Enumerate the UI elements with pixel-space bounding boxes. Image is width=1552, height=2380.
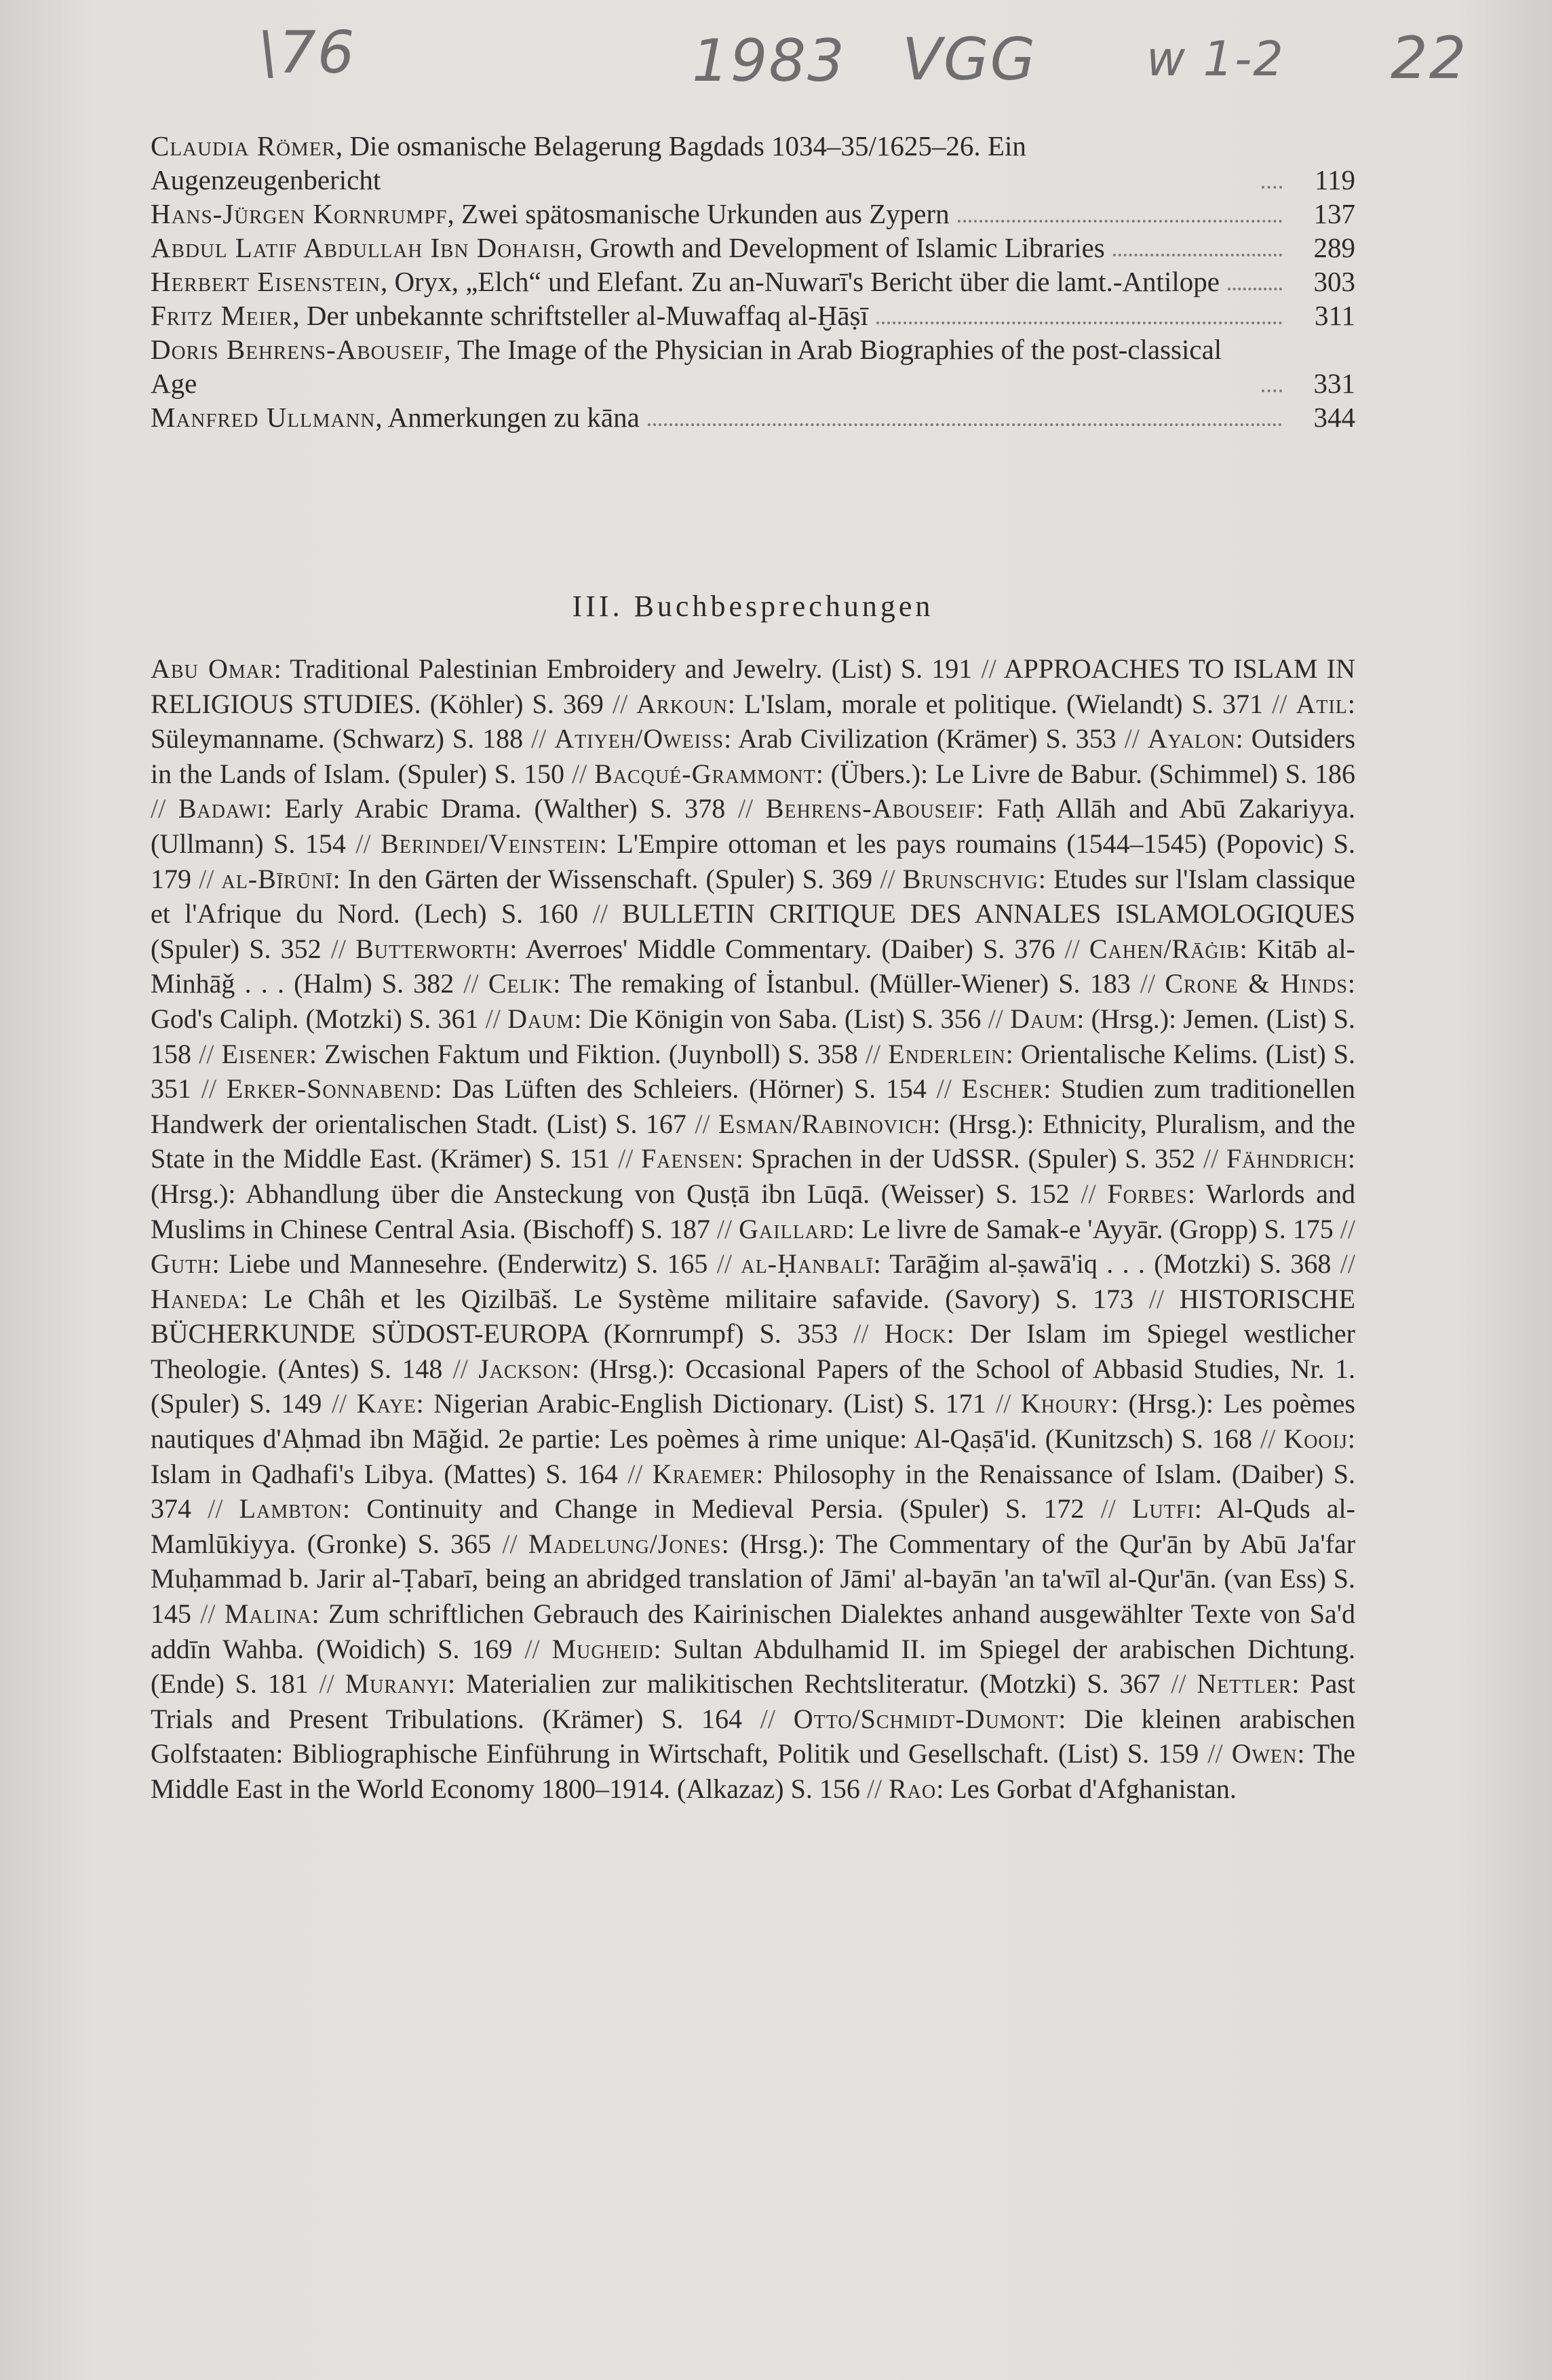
review-separator: // xyxy=(707,1248,741,1280)
toc-title: Die osmanische Belagerung Bagdads 1034–35/1625–26. Ein Augenzeugenbericht xyxy=(151,130,1026,195)
review-entry: Cahen/Rāġib: Kitāb al-Minhāǧ . . . (Halm) S. 382 xyxy=(151,933,1355,999)
review-author: Fähndrich xyxy=(1226,1143,1348,1174)
review-separator: // xyxy=(1116,723,1148,754)
handwritten-notes xyxy=(0,12,1552,100)
review-entry: al-Bīrūnī: In den Gärten der Wissenschaft. (Spuler) S. 369 xyxy=(221,863,873,894)
review-author: Forbes xyxy=(1107,1178,1188,1209)
handwritten-note: 22 xyxy=(1391,24,1468,92)
review-entry: Brunschvig: Etudes sur l'Islam classique et l'Afrique du Nord. (Lech) S. 160 xyxy=(151,863,1356,929)
review-author: Daum xyxy=(1010,1003,1077,1034)
toc-author: Herbert Eisenstein xyxy=(151,266,381,297)
review-author: Malina xyxy=(224,1598,312,1630)
toc-page-number: 289 xyxy=(1313,232,1355,263)
review-title: Kitāb al-Minhāǧ . . . (Halm) S. 382 xyxy=(151,933,1355,999)
review-separator: // xyxy=(1331,1248,1355,1280)
review-author: Arkoun xyxy=(636,688,728,719)
review-author: Abu Omar xyxy=(151,653,274,684)
review-author: Behrens-Abouseif xyxy=(765,793,977,824)
review-entry: Otto/Schmidt-Dumont: Die kleinen arabischen Golfstaaten: Bibliographische Einführung in Wirtschaft, Politik und Gesellschaft. (List) S. 159 xyxy=(151,1703,1355,1769)
review-entry: Eisener: Zwischen Faktum und Fiktion. (Juynboll) S. 358 xyxy=(221,1038,858,1069)
review-author: Cahen/Rāġib xyxy=(1089,933,1240,964)
review-entry: Ayalon: Outsiders in the Lands of Islam. (Spuler) S. 150 xyxy=(151,723,1356,789)
review-separator: // xyxy=(345,828,381,859)
review-author: Lambton xyxy=(239,1493,343,1524)
review-title: Early Arabic Drama. (Walther) S. 378 xyxy=(284,793,726,824)
review-entry: Enderlein: Orientalische Kelims. (List) S. 351 xyxy=(151,1038,1355,1105)
review-author: Otto/Schmidt-Dumont xyxy=(793,1703,1059,1734)
review-entry: Celik: The remaking of İstanbul. (Müller-Wiener) S. 183 xyxy=(488,968,1131,999)
toc-title: Anmerkungen zu kāna xyxy=(387,402,640,433)
review-entry: Behrens-Abouseif: Fatḥ Allāh and Abū Zakariyya. (Ullmann) S. 154 xyxy=(151,793,1355,859)
review-entry: Fähndrich: (Hrsg.): Abhandlung über die Ansteckung von Qusṭā ibn Lūqā. (Weisser) S. 152 xyxy=(151,1143,1355,1209)
review-entry: Berindei/Veinstein: L'Empire ottoman et les pays roumains (1544–1545) (Popovic) S. 179 xyxy=(151,828,1355,894)
review-entry: Nettler: Past Trials and Present Tribulations. (Krämer) S. 164 xyxy=(151,1668,1356,1734)
review-title: Die Königin von Saba. (List) S. 356 xyxy=(588,1003,982,1034)
review-author: Kraemer xyxy=(652,1458,756,1489)
review-title: Materialien zur malikitischen Rechtsliteratur. (Motzki) S. 367 xyxy=(465,1668,1161,1700)
review-author: al-Bīrūnī xyxy=(221,863,333,894)
review-separator: // xyxy=(191,1598,225,1630)
review-separator: // xyxy=(926,1073,962,1105)
review-separator: // xyxy=(857,1038,889,1069)
leader-dots xyxy=(958,220,1282,223)
section-heading: III. Buchbesprechungen xyxy=(572,590,934,623)
toc-title: The Image of the Physician in Arab Biographies of the post-classical Age xyxy=(151,334,1222,399)
review-title: Tarāǧim al-ṣawā'iq . . . (Motzki) S. 368 xyxy=(889,1248,1332,1280)
review-separator: // xyxy=(1252,1423,1284,1455)
review-separator: // xyxy=(191,1493,239,1524)
review-entry: Khoury: (Hrsg.): Les poèmes nautiques d'Aḥmad ibn Māǧid. 2e partie: Les poèmes à rime unique: Al-Qaṣā'id. (Kunitzsch) S. 168 xyxy=(151,1388,1355,1455)
review-author: Brunschvig xyxy=(902,863,1039,894)
review-author: Kaye xyxy=(356,1388,416,1419)
review-author: Crone & Hinds xyxy=(1165,968,1348,999)
review-separator: // xyxy=(972,653,1004,684)
review-title: L'Empire ottoman et les pays roumains (1544–1545) (Popovic) S. 179 xyxy=(151,828,1355,894)
review-entry: Erker-Sonnabend: Das Lüften des Schleiers. (Hörner) S. 154 xyxy=(226,1073,927,1105)
review-entry: Guth: Liebe und Mannesehre. (Enderwitz) S. 165 xyxy=(151,1248,708,1280)
toc-title: Growth and Development of Islamic Libraries xyxy=(589,232,1105,263)
review-separator: // xyxy=(1069,1178,1108,1209)
review-separator: // xyxy=(1195,1143,1226,1174)
review-title: Fatḥ Allāh and Abū Zakariyya. (Ullmann) S. 154 xyxy=(151,793,1355,859)
review-title: Zwischen Faktum und Fiktion. (Juynboll) S. 358 xyxy=(324,1038,858,1069)
review-entry: Hock: Der Islam im Spiegel westlicher Theologie. (Antes) S. 148 xyxy=(151,1318,1355,1384)
review-entry: Rao: Les Gorbat d'Afghanistan. xyxy=(889,1773,1237,1804)
review-entry: Escher: Studien zum traditionellen Handwerk der orientalischen Stadt. (List) S. 167 xyxy=(151,1073,1355,1139)
review-separator: // xyxy=(454,968,488,999)
toc-title: Der unbekannte schriftsteller al-Muwaffaq al-Ḫāṣī xyxy=(306,300,868,331)
review-title: Averroes' Middle Commentary. (Daiber) S. 376 xyxy=(525,933,1055,964)
review-entry: Kooij: Islam in Qadhafi's Libya. (Mattes) S. 164 xyxy=(151,1423,1355,1489)
review-separator: // xyxy=(523,723,555,754)
review-title: Etudes sur l'Islam classique et l'Afrique du Nord. (Lech) S. 160 xyxy=(151,863,1356,929)
review-title: Sultan Abdulhamid II. im Spiegel der arabischen Dichtung. (Ende) S. 181 xyxy=(151,1633,1356,1700)
review-entry: Kraemer: Philosophy in the Renaissance of Islam. (Daiber) S. 374 xyxy=(151,1458,1355,1524)
review-entry: Crone & Hinds: God's Caliph. (Motzki) S. 361 xyxy=(151,968,1356,1034)
toc-entry: Abdul Latif Abdullah Ibn Dohaish, Growth and Development of Islamic Libraries 289 xyxy=(151,232,1355,263)
review-title: (Hrsg.): The Commentary of the Qur'ān by Abū Ja'far Muḥammad b. Jarir al-Ṭabarī, being an abridged translation of Jāmi' al-bayān 'an ta'wīl al-Qur'ān. (van Ess) S. 145 xyxy=(151,1528,1356,1630)
review-separator: // xyxy=(191,1073,227,1105)
toc-author: Doris Behrens-Abouseif xyxy=(151,334,444,365)
review-entry: al-Ḥanbalī: Tarāǧim al-ṣawā'iq . . . (Motzki) S. 368 xyxy=(741,1248,1332,1280)
review-title: Sprachen in der UdSSR. (Spuler) S. 352 xyxy=(751,1143,1196,1174)
leader-dots xyxy=(1262,186,1282,189)
review-separator: // xyxy=(1133,1283,1180,1314)
review-separator: // xyxy=(603,688,637,719)
review-separator: // xyxy=(151,793,178,824)
review-title: Das Lüften des Schleiers. (Hörner) S. 154 xyxy=(452,1073,927,1105)
leader-dots xyxy=(648,423,1282,426)
review-author: Daum xyxy=(507,1003,575,1034)
review-author: Butterworth xyxy=(355,933,510,964)
review-title: Past Trials and Present Tribulations. (Krämer) S. 164 xyxy=(151,1668,1356,1734)
review-author: Rao xyxy=(889,1773,937,1804)
review-title: BULLETIN CRITIQUE DES ANNALES ISLAMOLOGIQUES (Spuler) S. 352 xyxy=(151,898,1355,964)
review-title: Le Châh et les Qizilbāš. Le Système militaire safavide. (Savory) S. 173 xyxy=(263,1283,1133,1314)
review-author: Bacqué-Grammont xyxy=(594,758,816,789)
handwritten-note: w 1-2 xyxy=(1146,31,1285,87)
review-title: L'Islam, morale et politique. (Wielandt) S. 371 xyxy=(743,688,1264,719)
review-title: The remaking of İstanbul. (Müller-Wiener) S. 183 xyxy=(569,968,1131,999)
review-separator: // xyxy=(981,1003,1011,1034)
review-author: Muranyi xyxy=(345,1668,448,1700)
toc-page-number: 137 xyxy=(1313,198,1355,229)
review-entry: Madelung/Jones: (Hrsg.): The Commentary of the Qur'ān by Abū Ja'far Muḥammad b. Jarir al-Ṭabarī, being an abridged translation of Jāmi' al-bayān 'an ta'wīl al-Qur'ān. (van Ess) S. 145 xyxy=(151,1528,1356,1630)
review-author: Badawi xyxy=(178,793,265,824)
review-entry: Haneda: Le Châh et les Qizilbāš. Le Système militaire safavide. (Savory) S. 173 xyxy=(151,1283,1133,1314)
review-title: Islam in Qadhafi's Libya. (Mattes) S. 164 xyxy=(151,1458,618,1489)
review-author: Madelung/Jones xyxy=(528,1528,722,1559)
review-title: Der Islam im Spiegel westlicher Theologie. (Antes) S. 148 xyxy=(151,1318,1355,1384)
review-author: Owen xyxy=(1231,1738,1298,1769)
review-author: Esman/Rabinovich xyxy=(718,1108,933,1139)
review-entry: Jackson: (Hrsg.): Occasional Papers of the School of Abbasid Studies, Nr. 1. (Spuler) S. 149 xyxy=(151,1353,1355,1419)
review-title: (Hrsg.): Occasional Papers of the School of Abbasid Studies, Nr. 1. (Spuler) S. 149 xyxy=(151,1353,1355,1419)
review-title: HISTORISCHE BÜCHERKUNDE SÜDOST-EUROPA (Kornrumpf) S. 353 xyxy=(151,1283,1355,1349)
toc-author: Abdul Latif Abdullah Ibn Dohaish xyxy=(151,232,576,263)
review-separator: // xyxy=(478,1003,508,1034)
review-entry: Daum: (Hrsg.): Jemen. (List) S. 158 xyxy=(151,1003,1355,1069)
review-separator: // xyxy=(872,863,903,894)
toc-page-number: 311 xyxy=(1315,300,1355,331)
toc-title: Oryx, „Elch“ und Elefant. Zu an-Nuwarī's Bericht über die lamt.-Antilope xyxy=(394,266,1220,297)
review-separator: // xyxy=(838,1318,885,1349)
review-title: Orientalische Kelims. (List) S. 351 xyxy=(151,1038,1355,1105)
review-separator: // xyxy=(1130,968,1165,999)
review-entry: Kaye: Nigerian Arabic-English Dictionary. (List) S. 171 xyxy=(356,1388,986,1419)
review-separator: // xyxy=(322,1388,357,1419)
review-author: Gaillard xyxy=(739,1213,847,1244)
review-entry: Lutfi: Al-Quds al-Mamlūkiyya. (Gronke) S. 365 xyxy=(151,1493,1355,1559)
review-title: Süleymanname. (Schwarz) S. 188 xyxy=(151,723,524,754)
review-entry: Bacqué-Grammont: (Übers.): Le Livre de Babur. (Schimmel) S. 186 xyxy=(594,758,1355,789)
review-author: Mugheid xyxy=(551,1633,654,1664)
review-author: Escher xyxy=(961,1073,1044,1105)
toc-page-number: 331 xyxy=(1313,368,1355,399)
review-entry: Mugheid: Sultan Abdulhamid II. im Spiegel der arabischen Dichtung. (Ende) S. 181 xyxy=(151,1633,1356,1700)
review-entry: Daum: Die Königin von Saba. (List) S. 356 xyxy=(507,1003,982,1034)
toc-entry: Herbert Eisenstein, Oryx, „Elch“ und Elefant. Zu an-Nuwarī's Bericht über die lamt.-Antilope 303 xyxy=(151,266,1355,297)
review-title: Les Gorbat d'Afghanistan. xyxy=(950,1773,1237,1804)
review-separator: // xyxy=(1199,1738,1232,1769)
toc-entry: Fritz Meier, Der unbekannte schriftsteller al-Muwaffaq al-Ḫāṣī 311 xyxy=(151,300,1355,331)
review-entry: Badawi: Early Arabic Drama. (Walther) S. 378 xyxy=(178,793,726,824)
review-title: Traditional Palestinian Embroidery and Jewelry. (List) S. 191 xyxy=(290,653,973,684)
toc-title: Zwei spätosmanische Urkunden aus Zypern xyxy=(461,198,950,229)
review-separator: // xyxy=(725,793,766,824)
leader-dots xyxy=(1228,288,1282,290)
review-separator: // xyxy=(1055,933,1089,964)
review-entry: Atiyeh/Oweiss: Arab Civilization (Krämer) S. 353 xyxy=(554,723,1117,754)
review-title: Nigerian Arabic-English Dictionary. (List) S. 171 xyxy=(433,1388,986,1419)
review-author: Haneda xyxy=(151,1283,241,1314)
review-separator: // xyxy=(686,1108,718,1139)
handwritten-note: \76 xyxy=(258,19,356,87)
review-author: Erker-Sonnabend xyxy=(226,1073,435,1105)
review-author: Kooij xyxy=(1283,1423,1348,1455)
review-entry: Faensen: Sprachen in der UdSSR. (Spuler) S. 352 xyxy=(641,1143,1196,1174)
toc-page-number: 344 xyxy=(1313,402,1355,433)
review-title: Die kleinen arabischen Golfstaaten: Bibliographische Einführung in Wirtschaft, Politik und Gesellschaft. (List) S. 159 xyxy=(151,1703,1355,1769)
review-title: In den Gärten der Wissenschaft. (Spuler) S. 369 xyxy=(347,863,873,894)
review-separator: // xyxy=(742,1703,794,1734)
toc-page-number: 119 xyxy=(1315,164,1355,195)
toc-author: Claudia Römer xyxy=(151,130,336,161)
review-separator: // xyxy=(308,1668,345,1700)
review-title: (Hrsg.): Ethnicity, Pluralism, and the State in the Middle East. (Krämer) S. 151 xyxy=(151,1108,1355,1174)
review-entry: Muranyi: Materialien zur malikitischen Rechtsliteratur. (Motzki) S. 367 xyxy=(345,1668,1161,1700)
review-author: Hock xyxy=(884,1318,947,1349)
review-author: Atil xyxy=(1296,688,1348,719)
review-author: Eisener xyxy=(221,1038,309,1069)
review-title: The Middle East in the World Economy 1800–1914. (Alkazaz) S. 156 xyxy=(151,1738,1356,1804)
review-author: Lutfi xyxy=(1132,1493,1195,1524)
review-entry: Atil: Süleymanname. (Schwarz) S. 188 xyxy=(151,688,1356,754)
review-title: Al-Quds al-Mamlūkiyya. (Gronke) S. 365 xyxy=(151,1493,1355,1559)
review-separator: // xyxy=(610,1143,642,1174)
table-of-contents xyxy=(151,129,1355,434)
review-title: (Hrsg.): Abhandlung über die Ansteckung von Qusṭā ibn Lūqā. (Weisser) S. 152 xyxy=(151,1178,1070,1209)
review-author: al-Ḥanbalī xyxy=(741,1248,874,1280)
review-author: Atiyeh/Oweiss xyxy=(554,723,724,754)
review-entry: Esman/Rabinovich: (Hrsg.): Ethnicity, Pluralism, and the State in the Middle East. (Krämer) S. 151 xyxy=(151,1108,1355,1174)
toc-page-number: 303 xyxy=(1313,266,1355,297)
review-title: APPROACHES TO ISLAM IN RELIGIOUS STUDIES. (Köhler) S. 369 xyxy=(151,653,1355,719)
review-separator: // xyxy=(617,1458,653,1489)
review-separator: // xyxy=(986,1388,1021,1419)
review-separator: // xyxy=(191,1038,222,1069)
review-author: Guth xyxy=(151,1248,212,1280)
review-title: Zum schriftlichen Gebrauch des Kairinischen Dialektes anhand ausgewählter Texte von Sa'd addīn Wahba. (Woidich) S. 169 xyxy=(151,1598,1355,1664)
review-separator: // xyxy=(491,1528,528,1559)
review-separator: // xyxy=(578,898,623,929)
toc-author: Manfred Ullmann xyxy=(151,402,376,433)
review-title: Arab Civilization (Krämer) S. 353 xyxy=(737,723,1117,754)
leader-dots xyxy=(1262,389,1282,392)
review-entry: Gaillard: Le livre de Samak-e 'Ayyār. (Gropp) S. 175 xyxy=(739,1213,1334,1244)
review-entry: Owen: The Middle East in the World Economy 1800–1914. (Alkazaz) S. 156 xyxy=(151,1738,1356,1804)
review-title: Outsiders in the Lands of Islam. (Spuler) S. 150 xyxy=(151,723,1356,789)
review-separator: // xyxy=(564,758,595,789)
review-separator: // xyxy=(859,1773,889,1804)
review-separator: // xyxy=(710,1213,739,1244)
review-author: Celik xyxy=(488,968,554,999)
toc-author: Fritz Meier xyxy=(151,300,293,331)
toc-entry: Claudia Römer, Die osmanische Belagerung Bagdads 1034–35/1625–26. Ein Augenzeugenbericht 119 xyxy=(151,130,1355,195)
review-entry: Malina: Zum schriftlichen Gebrauch des Kairinischen Dialektes anhand ausgewählter Texte von Sa'd addīn Wahba. (Woidich) S. 169 xyxy=(151,1598,1355,1664)
review-title: (Hrsg.): Les poèmes nautiques d'Aḥmad ibn Māǧid. 2e partie: Les poèmes à rime unique: Al-Qaṣā'id. (Kunitzsch) S. 168 xyxy=(151,1388,1355,1455)
review-title: God's Caliph. (Motzki) S. 361 xyxy=(151,1003,479,1034)
review-author: Enderlein xyxy=(888,1038,1006,1069)
review-author: Jackson xyxy=(478,1353,572,1384)
review-title: (Übers.): Le Livre de Babur. (Schimmel) S. 186 xyxy=(830,758,1355,789)
review-title: Warlords and Muslims in Chinese Central Asia. (Bischoff) S. 187 xyxy=(151,1178,1355,1244)
review-separator: // xyxy=(1333,1213,1355,1244)
review-separator: // xyxy=(321,933,356,964)
review-entry: Arkoun: L'Islam, morale et politique. (Wielandt) S. 371 xyxy=(636,688,1264,719)
review-separator: // xyxy=(1160,1668,1197,1700)
leader-dots xyxy=(1113,254,1282,256)
review-separator: // xyxy=(442,1353,479,1384)
handwritten-note: 1983 xyxy=(692,27,846,95)
review-title: Le livre de Samak-e 'Ayyār. (Gropp) S. 175 xyxy=(861,1213,1334,1244)
review-separator: // xyxy=(191,863,222,894)
review-entry: Butterworth: Averroes' Middle Commentary. (Daiber) S. 376 xyxy=(355,933,1055,964)
review-title: Continuity and Change in Medieval Persia. (Spuler) S. 172 xyxy=(366,1493,1085,1524)
book-reviews-list xyxy=(151,651,1355,1807)
toc-entry: Manfred Ullmann, Anmerkungen zu kāna 344 xyxy=(151,402,1355,433)
handwritten-note: VGG xyxy=(902,26,1037,94)
toc-author: Hans-Jürgen Kornrumpf xyxy=(151,198,448,229)
leader-dots xyxy=(876,322,1282,324)
review-author: Khoury xyxy=(1020,1388,1111,1419)
review-title: Philosophy in the Renaissance of Islam. (Daiber) S. 374 xyxy=(151,1458,1355,1524)
review-author: Ayalon xyxy=(1147,723,1236,754)
review-author: Faensen xyxy=(641,1143,736,1174)
review-separator: // xyxy=(1263,688,1296,719)
review-title: Liebe und Mannesehre. (Enderwitz) S. 165 xyxy=(228,1248,708,1280)
review-title: (Hrsg.): Jemen. (List) S. 158 xyxy=(151,1003,1355,1069)
review-title: Studien zum traditionellen Handwerk der orientalischen Stadt. (List) S. 167 xyxy=(151,1073,1355,1139)
review-entry: Abu Omar: Traditional Palestinian Embroidery and Jewelry. (List) S. 191 xyxy=(151,653,973,684)
review-author: Nettler xyxy=(1197,1668,1292,1700)
toc-entry: Hans-Jürgen Kornrumpf, Zwei spätosmanische Urkunden aus Zypern 137 xyxy=(151,198,1355,229)
review-entry: Forbes: Warlords and Muslims in Chinese Central Asia. (Bischoff) S. 187 xyxy=(151,1178,1355,1244)
review-separator: // xyxy=(512,1633,552,1664)
review-entry: Lambton: Continuity and Change in Medieval Persia. (Spuler) S. 172 xyxy=(239,1493,1085,1524)
review-author: Berindei/Veinstein xyxy=(381,828,600,859)
review-separator: // xyxy=(1084,1493,1133,1524)
toc-entry: Doris Behrens-Abouseif, The Image of the Physician in Arab Biographies of the post-classical Age 331 xyxy=(151,334,1355,399)
